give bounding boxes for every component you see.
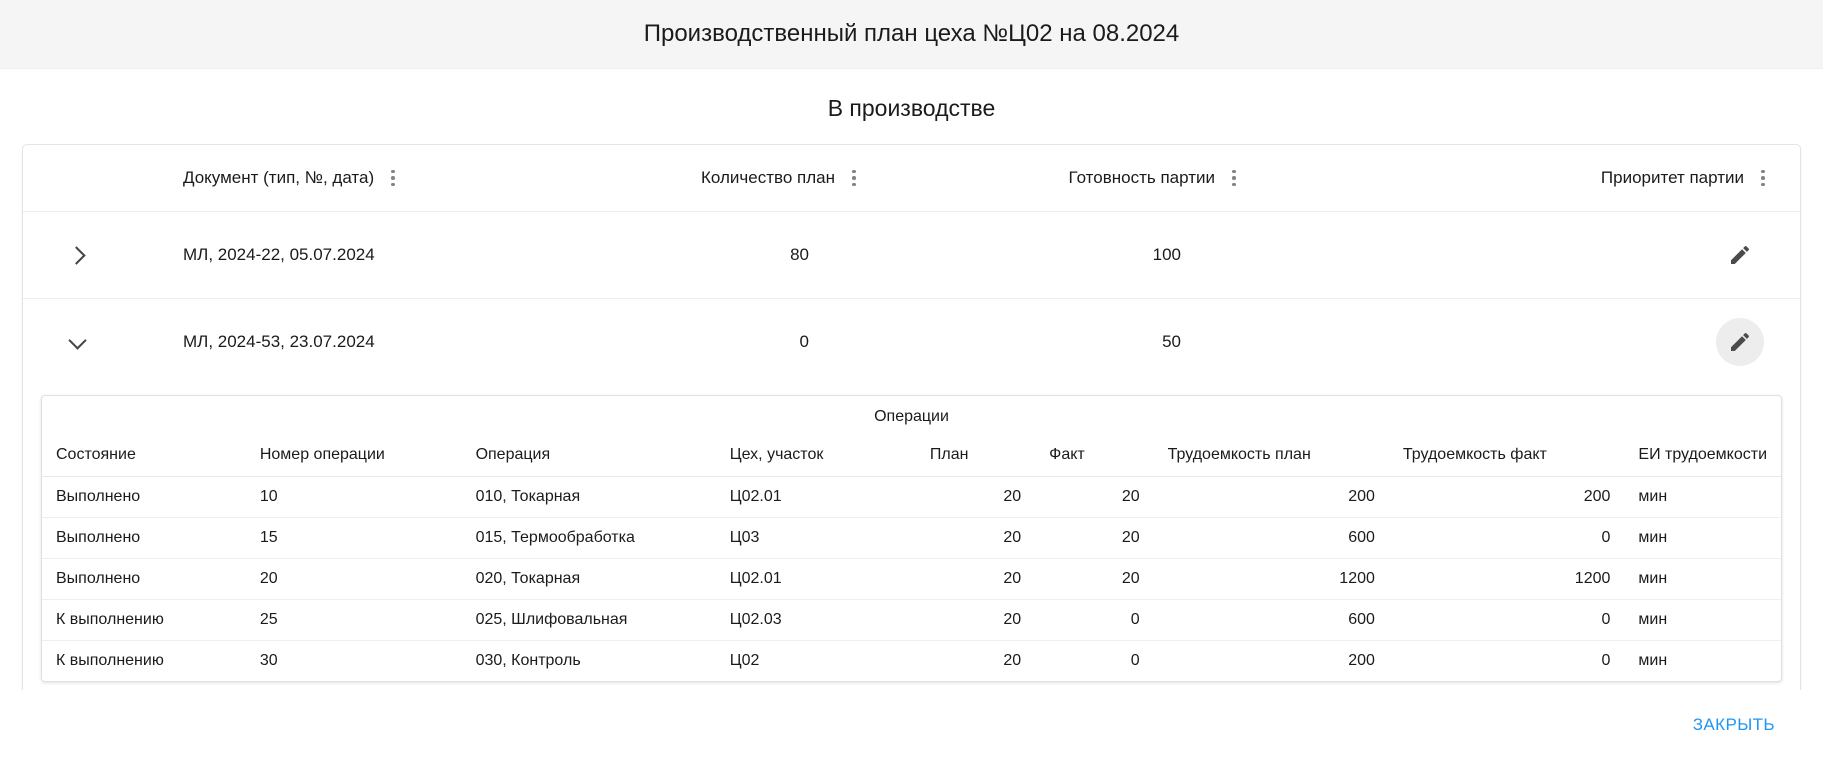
column-header-readiness[interactable] [941,168,1341,188]
table-row[interactable] [23,299,1800,385]
op-cell-state: Выполнено [42,477,246,518]
op-cell-number: 10 [246,477,462,518]
op-cell-operation: 020, Токарная [462,559,716,600]
operations-row[interactable] [42,518,1781,559]
op-cell-shop-area: Ц02.03 [716,600,916,641]
operations-header-row [42,436,1781,477]
op-cell-state: Выполнено [42,518,246,559]
column-header-qty-plan-label: Количество план [701,168,835,187]
op-cell-labor-unit: мин [1624,518,1781,559]
column-header-readiness-label: Готовность партии [1068,168,1215,187]
op-cell-fact: 20 [1035,559,1153,600]
kebab-menu-icon-qty-plan[interactable] [845,168,863,188]
op-cell-plan: 20 [916,518,1035,559]
expand-toggle-row-2[interactable] [23,329,131,355]
column-header-qty-plan[interactable] [551,168,941,188]
expand-toggle-row-1[interactable] [23,242,131,268]
cell-priority-row-2 [1341,318,1800,366]
section-title: В производстве [827,95,996,121]
operations-row[interactable] [42,641,1781,682]
edit-row-2-button[interactable] [1716,318,1764,366]
operations-panel [41,395,1782,682]
op-cell-labor-fact: 0 [1389,600,1625,641]
op-cell-labor-fact: 1200 [1389,559,1625,600]
op-cell-operation: 010, Токарная [462,477,716,518]
kebab-menu-icon-priority[interactable] [1754,168,1772,188]
op-column-header-labor-unit: ЕИ трудоемкости [1624,436,1781,477]
pencil-icon [1728,243,1752,267]
chevron-right-icon[interactable] [64,242,90,268]
op-cell-labor-plan: 1200 [1154,559,1389,600]
op-cell-state: Выполнено [42,559,246,600]
op-cell-labor-unit: мин [1638,652,1668,669]
dialog-titlebar [0,0,1823,69]
op-cell-labor-unit: мин [1624,559,1781,600]
cell-document-row-2: МЛ, 2024-53, 23.07.2024 [183,332,375,351]
operations-table-body [42,477,1781,682]
op-column-header-fact: Факт [1035,436,1153,477]
table-header-row [23,145,1800,212]
op-cell-number: 25 [246,600,462,641]
op-cell-shop-area: Ц03 [716,518,916,559]
cell-document-row-1: МЛ, 2024-22, 05.07.2024 [183,245,375,264]
op-column-header-state: Состояние [42,436,246,477]
op-cell-operation: 015, Термообработка [462,518,716,559]
op-cell-labor-fact: 0 [1601,652,1611,669]
production-table [22,144,1801,690]
op-cell-plan: 20 [916,600,1035,641]
op-cell-plan: 20 [916,559,1035,600]
op-cell-labor-unit: мин [1624,600,1781,641]
op-cell-labor-unit: мин [1624,477,1781,518]
cell-qty-plan-row-2: 0 [799,332,809,351]
operations-title: Операции [874,408,949,425]
op-cell-plan: 20 [1003,652,1022,669]
op-cell-fact: 0 [1035,600,1153,641]
op-cell-shop-area: Ц02 [729,652,760,669]
op-cell-labor-plan: 600 [1154,600,1389,641]
op-cell-fact: 20 [1035,518,1153,559]
kebab-menu-icon-readiness[interactable] [1225,168,1243,188]
cell-qty-plan-row-1: 80 [790,245,809,264]
column-header-document-label: Документ (тип, №, дата) [183,168,375,187]
dialog-footer [0,690,1823,760]
op-column-header-labor-fact: Трудоемкость факт [1389,436,1625,477]
cell-priority-row-1 [1341,231,1800,279]
operations-row[interactable] [42,559,1781,600]
op-cell-fact: 20 [1035,477,1153,518]
edit-row-1-button[interactable] [1716,231,1764,279]
op-cell-number: 30 [259,652,278,669]
op-cell-labor-fact: 0 [1389,518,1625,559]
kebab-menu-icon-document[interactable] [384,168,402,188]
op-cell-number: 15 [246,518,462,559]
pencil-icon [1728,330,1752,354]
op-column-header-number: Номер операции [246,436,462,477]
op-cell-state: К выполнению [42,600,246,641]
op-cell-labor-plan: 200 [1348,652,1375,669]
column-header-priority-label: Приоритет партии [1600,168,1744,187]
op-column-header-labor-plan: Трудоемкость план [1154,436,1389,477]
op-column-header-operation: Операция [462,436,716,477]
op-cell-shop-area: Ц02.01 [716,559,916,600]
op-cell-labor-plan: 600 [1154,518,1389,559]
dialog-title: Производственный план цеха №Ц02 на 08.2024 [643,20,1180,47]
op-cell-operation: 025, Шлифовальная [462,600,716,641]
column-header-document[interactable] [23,168,551,188]
op-cell-state: К выполнению [56,652,164,669]
table-row[interactable] [23,212,1800,299]
op-cell-labor-fact: 200 [1389,477,1625,518]
cell-readiness-row-2: 50 [1162,332,1181,351]
op-cell-fact: 0 [1130,652,1140,669]
op-cell-shop-area: Ц02.01 [716,477,916,518]
op-column-header-shop-area: Цех, участок [716,436,916,477]
op-cell-labor-plan: 200 [1154,477,1389,518]
op-column-header-plan: План [916,436,1035,477]
op-cell-plan: 20 [916,477,1035,518]
op-cell-operation: 030, Контроль [475,652,581,669]
operations-table-head [42,436,1781,477]
operations-row[interactable] [42,600,1781,641]
chevron-down-icon[interactable] [64,329,90,355]
op-cell-number: 20 [246,559,462,600]
close-button[interactable]: ЗАКРЫТЬ [1683,707,1785,743]
operations-table [42,436,1781,681]
cell-readiness-row-1: 100 [1152,245,1181,264]
dialog-body [0,69,1823,690]
column-header-priority[interactable] [1341,168,1800,188]
operations-row[interactable] [42,477,1781,518]
